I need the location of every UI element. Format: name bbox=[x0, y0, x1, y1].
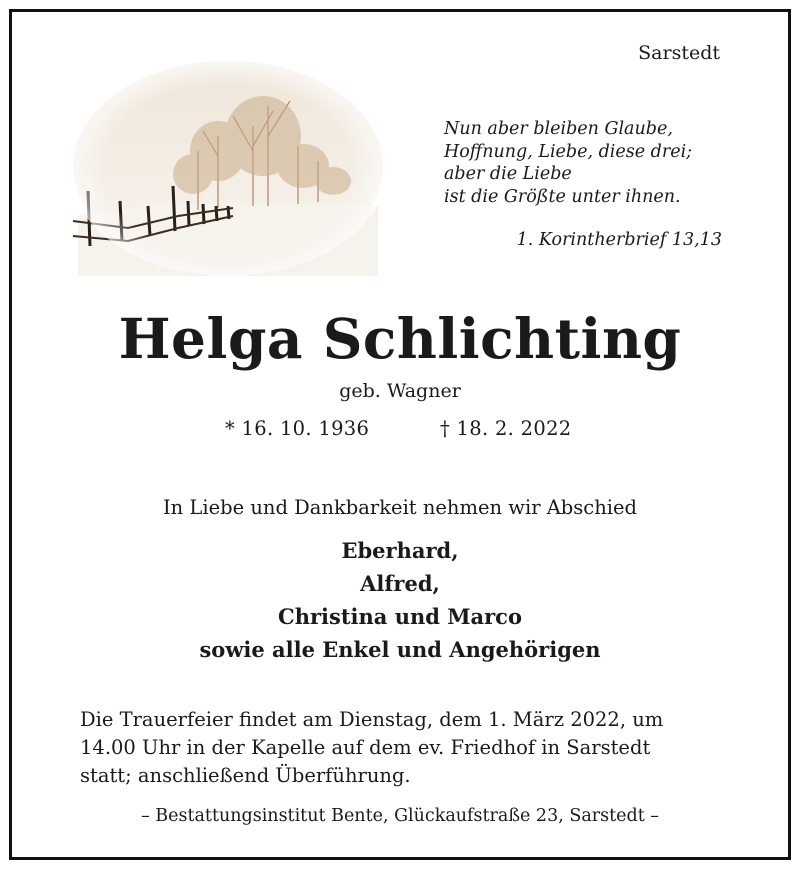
verse-line: aber die Liebe bbox=[444, 164, 572, 184]
location-label: Sarstedt bbox=[638, 42, 720, 64]
verse-line: ist die Größte unter ihnen. bbox=[444, 186, 681, 207]
birth-date: * 16. 10. 1936 bbox=[225, 417, 370, 440]
ceremony-line: Die Trauerfeier findet am Dienstag, dem 1. März 2022, um bbox=[80, 708, 664, 731]
death-date: † 18. 2. 2022 bbox=[440, 417, 572, 440]
verse-line: Hoffnung, Liebe, diese drei; bbox=[444, 141, 693, 162]
mourners-list bbox=[0, 534, 800, 666]
ceremony-line: 14.00 Uhr in der Kapelle auf dem ev. Friedhof in Sarstedt bbox=[80, 736, 651, 759]
farewell-intro: In Liebe und Dankbarkeit nehmen wir Abschied bbox=[162, 496, 638, 519]
maiden-name: geb. Wagner bbox=[339, 380, 461, 402]
ceremony-line: statt; anschließend Überführung. bbox=[80, 764, 411, 787]
verse-reference: 1. Korintherbrief 13,13 bbox=[516, 230, 722, 250]
bible-verse bbox=[444, 118, 692, 208]
funeral-home-line: – Bestattungsinstitut Bente, Glückaufstraße 23, Sarstedt – bbox=[140, 806, 660, 826]
mourner-line: Eberhard, bbox=[341, 538, 459, 563]
ceremony-details bbox=[80, 706, 720, 790]
verse-line: Nun aber bleiben Glaube, bbox=[444, 119, 673, 139]
mourner-line: Alfred, bbox=[360, 571, 440, 596]
winter-landscape-image bbox=[68, 56, 388, 276]
mourner-line: sowie alle Enkel und Angehörigen bbox=[199, 637, 601, 662]
mourner-line: Christina und Marco bbox=[278, 604, 522, 629]
deceased-name: Helga Schlichting bbox=[118, 306, 682, 371]
